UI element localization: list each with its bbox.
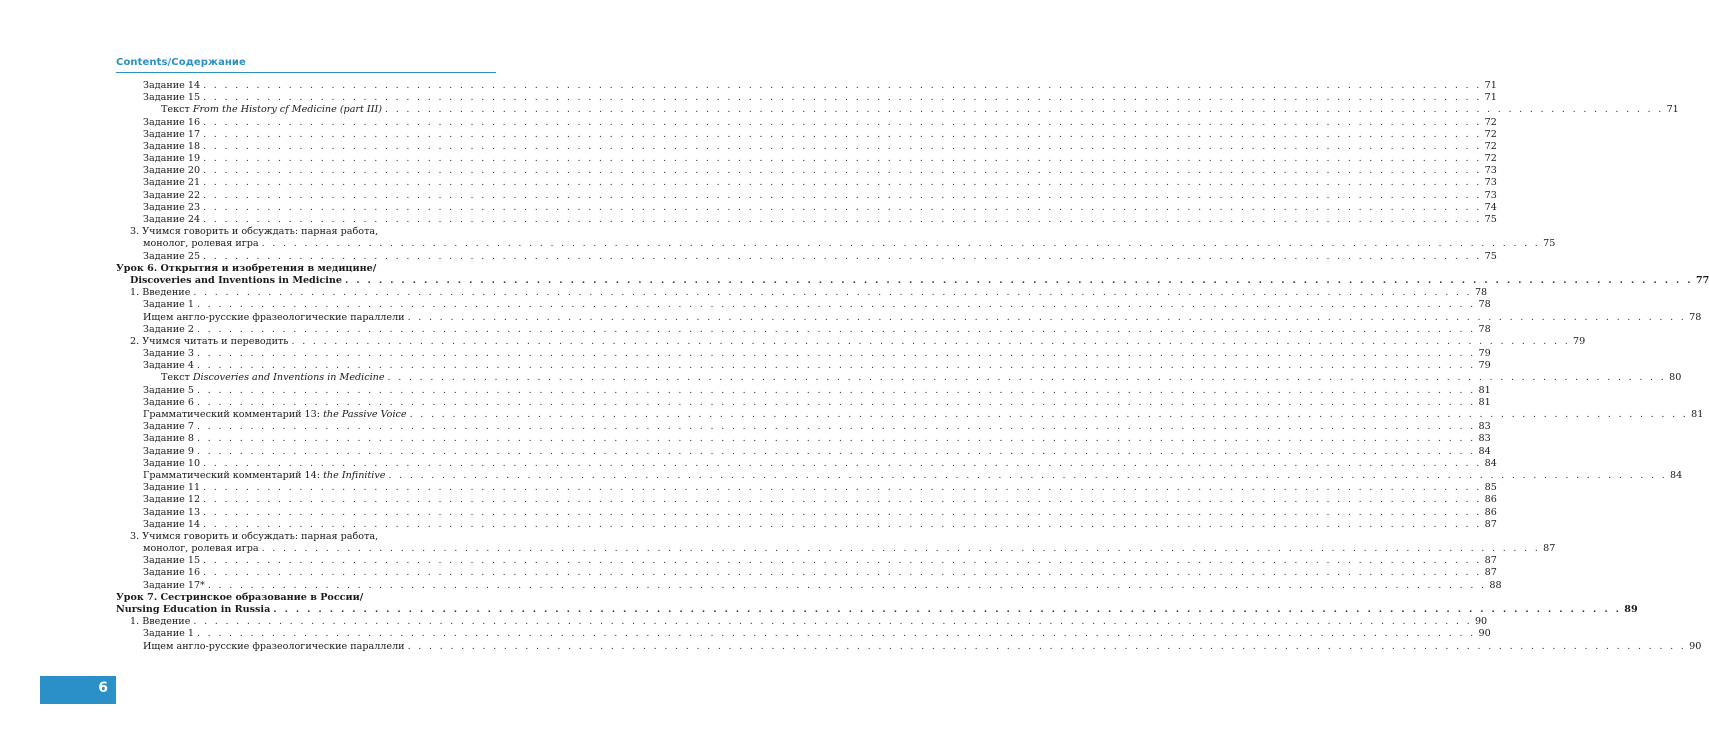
dot-leader: . . . . . . . . . . . . . . . . . . . . . . . . . . . . . . . . . . . . . . . . . . . . . . . . . . . . . . . . . . . . . . . . . . . . . . . . . . . . . . . . . . . . . . . . . . . . . . . . . . . . . . . . . . . . . . . . . . . . . . . .: [196, 396, 1476, 408]
toc-entry: [116, 409, 1704, 421]
dot-leader: . . . . . . . . . . . . . . . . . . . . . . . . . . . . . . . . . . . . . . . . . . . . . . . . . . . . . . . . . . . . . . . . . . . . . . . . . . . . . . . . . . . . . . . . . . . . . . . . . . . . . . . . . . . . . . . . . . . . . . . .: [344, 274, 1693, 286]
toc-entry-page: 84: [1478, 445, 1491, 457]
dot-leader: . . . . . . . . . . . . . . . . . . . . . . . . . . . . . . . . . . . . . . . . . . . . . . . . . . . . . . . . . . . . . . . . . . . . . . . . . . . . . . . . . . . . . . . . . . . . . . . . . . . . . . . . . . . . . . . . . . . . . . . .: [261, 238, 1541, 250]
page-number-box: [40, 676, 116, 704]
toc-entry-page: 81: [1691, 409, 1704, 421]
toc-entry-title: 1. Введение: [130, 616, 191, 628]
dot-leader: . . . . . . . . . . . . . . . . . . . . . . . . . . . . . . . . . . . . . . . . . . . . . . . . . . . . . . . . . . . . . . . . . . . . . . . . . . . . . . . . . . . . . . . . . . . . . . . . . . . . . . . . . . . . . . . . . . . . . . . .: [203, 214, 1482, 226]
toc-entry-page: 73: [1484, 177, 1497, 189]
toc-entry-title: монолог, ролевая игра: [143, 238, 259, 250]
toc-entry-title: [143, 470, 385, 482]
toc-entry-title: Задание 18: [143, 140, 201, 152]
toc-entry: [116, 299, 1491, 311]
toc-entry-page: 87: [1543, 543, 1556, 555]
toc-entry: [116, 92, 1497, 104]
toc-entry-italic-title: the Passive Voice: [323, 409, 407, 421]
toc-entry-title: Ищем англо-русские фразеологические параллели: [143, 640, 405, 652]
toc-entry: [116, 177, 1497, 190]
toc-entry: [116, 189, 1497, 202]
toc-entry-prefix: Текст: [161, 372, 193, 384]
toc-entry: [116, 153, 1497, 165]
dot-leader: . . . . . . . . . . . . . . . . . . . . . . . . . . . . . . . . . . . . . . . . . . . . . . . . . . . . . . . . . . . . . . . . . . . . . . . . . . . . . . . . . . . . . . . . . . . . . . . . . . . . . . . . . . . . . . . . . . . . . . . .: [193, 287, 1472, 299]
toc-entry-page: 78: [1689, 311, 1702, 323]
toc-entry: [116, 104, 1679, 116]
toc-entry: [116, 311, 1702, 324]
dot-leader: . . . . . . . . . . . . . . . . . . . . . . . . . . . . . . . . . . . . . . . . . . . . . . . . . . . . . . . . . . . . . . . . . . . . . . . . . . . . . . . . . . . . . . . . . . . . . . . . . . . . . . . . . . . . . . . . . . . . . . . .: [203, 140, 1482, 152]
toc-entry-title: Задание 14: [143, 518, 201, 530]
toc-entry-page: 72: [1484, 140, 1497, 152]
dot-leader: . . . . . . . . . . . . . . . . . . . . . . . . . . . . . . . . . . . . . . . . . . . . . . . . . . . . . . . . . . . . . . . . . . . . . . . . . . . . . . . . . . . . . . . . . . . . . . . . . . . . . . . . . . . . . . . . . . . . . . . .: [203, 250, 1482, 262]
dot-leader: . . . . . . . . . . . . . . . . . . . . . . . . . . . . . . . . . . . . . . . . . . . . . . . . . . . . . . . . . . . . . . . . . . . . . . . . . . . . . . . . . . . . . . . . . . . . . . . . . . . . . . . . . . . . . . . . . . . . . . . .: [203, 116, 1482, 128]
toc-entry-title: Nursing Education in Russia: [116, 604, 271, 616]
toc-entry-page: 87: [1484, 518, 1497, 530]
toc-entry-page: 75: [1484, 250, 1497, 262]
toc-entry-page: 78: [1478, 323, 1491, 335]
toc-entry-page: 72: [1484, 153, 1497, 165]
dot-leader: . . . . . . . . . . . . . . . . . . . . . . . . . . . . . . . . . . . . . . . . . . . . . . . . . . . . . . . . . . . . . . . . . . . . . . . . . . . . . . . . . . . . . . . . . . . . . . . . . . . . . . . . . . . . . . . . . . . . . . . .: [203, 506, 1482, 518]
toc-entry-title: Задание 4: [143, 360, 194, 372]
toc-entry-page: 90: [1474, 616, 1488, 628]
toc-entry-page: 85: [1484, 482, 1497, 494]
running-header: Contents/Содержание: [116, 57, 246, 68]
dot-leader: . . . . . . . . . . . . . . . . . . . . . . . . . . . . . . . . . . . . . . . . . . . . . . . . . . . . . . . . . . . . . . . . . . . . . . . . . . . . . . . . . . . . . . . . . . . . . . . . . . . . . . . . . . . . . . . . . . . . . . . .: [203, 457, 1482, 469]
toc-entry: [116, 555, 1497, 567]
toc-entry: [116, 592, 496, 604]
toc-entry-prefix: Текст: [161, 104, 193, 116]
toc-entry-title: [143, 409, 407, 421]
toc-entry-page: 88: [1489, 579, 1502, 591]
toc-entry-title: Задание 21: [143, 177, 201, 189]
toc-entry-title: Урок 6. Открытия и изобретения в медицине/: [116, 262, 377, 274]
toc-entry-page: 78: [1474, 287, 1488, 299]
dot-leader: . . . . . . . . . . . . . . . . . . . . . . . . . . . . . . . . . . . . . . . . . . . . . . . . . . . . . . . . . . . . . . . . . . . . . . . . . . . . . . . . . . . . . . . . . . . . . . . . . . . . . . . . . . . . . . . . . . . . . . . .: [203, 482, 1482, 494]
toc-entry-title: Задание 3: [143, 348, 194, 360]
dot-leader: . . . . . . . . . . . . . . . . . . . . . . . . . . . . . . . . . . . . . . . . . . . . . . . . . . . . . . . . . . . . . . . . . . . . . . . . . . . . . . . . . . . . . . . . . . . . . . . . . . . . . . . . . . . . . . . . . . . . . . . .: [203, 79, 1482, 91]
toc-entry-title: Задание 16: [143, 116, 201, 128]
toc-entry: [116, 518, 1497, 531]
dot-leader: . . . . . . . . . . . . . . . . . . . . . . . . . . . . . . . . . . . . . . . . . . . . . . . . . . . . . . . . . . . . . . . . . . . . . . . . . . . . . . . . . . . . . . . . . . . . . . . . . . . . . . . . . . . . . . . . . . . . . . . .: [196, 299, 1476, 311]
toc-entry: [116, 482, 1497, 494]
toc-entry-page: 71: [1484, 92, 1497, 104]
toc-entry: [116, 250, 1497, 263]
toc-entry-prefix: Грамматический комментарий 13:: [143, 409, 324, 421]
toc-entry: [116, 640, 1702, 653]
toc-entry: [116, 263, 496, 275]
dot-leader: . . . . . . . . . . . . . . . . . . . . . . . . . . . . . . . . . . . . . . . . . . . . . . . . . . . . . . . . . . . . . . . . . . . . . . . . . . . . . . . . . . . . . . . . . . . . . . . . . . . . . . . . . . . . . . . . . . . . . . . .: [407, 640, 1687, 652]
toc-entry-title: Задание 5: [143, 384, 194, 396]
toc-entry-page: 77: [1695, 274, 1709, 286]
toc-entry: [116, 274, 1709, 287]
dot-leader: . . . . . . . . . . . . . . . . . . . . . . . . . . . . . . . . . . . . . . . . . . . . . . . . . . . . . . . . . . . . . . . . . . . . . . . . . . . . . . . . . . . . . . . . . . . . . . . . . . . . . . . . . . . . . . . . . . . . . . . .: [203, 153, 1482, 165]
toc-entry-title: Задание 1: [143, 299, 194, 311]
toc-entry-title: 2. Учимся читать и переводить: [130, 335, 289, 347]
toc-entry: [116, 116, 1497, 129]
toc-entry-page: 90: [1689, 640, 1702, 652]
toc-entry: [116, 335, 1586, 348]
toc-entry: [116, 616, 1488, 628]
toc-entry-page: 87: [1484, 567, 1497, 579]
toc-entry: [116, 628, 1491, 640]
toc-entry-title: Задание 23: [143, 201, 201, 213]
toc-entry-title: Задание 2: [143, 323, 194, 335]
toc-entry-page: 86: [1484, 506, 1497, 518]
toc-entry-page: 86: [1484, 494, 1497, 506]
toc-entry: [116, 384, 1491, 397]
toc-entry: [116, 396, 1491, 409]
toc-entry-page: 90: [1478, 628, 1491, 640]
dot-leader: . . . . . . . . . . . . . . . . . . . . . . . . . . . . . . . . . . . . . . . . . . . . . . . . . . . . . . . . . . . . . . . . . . . . . . . . . . . . . . . . . . . . . . . . . . . . . . . . . . . . . . . . . . . . . . . . . . . . . . . .: [273, 604, 1622, 616]
toc-entry: [116, 604, 1638, 616]
table-of-contents: [116, 79, 1709, 653]
toc-entry-page: 87: [1484, 555, 1497, 567]
page-number: 6: [98, 680, 108, 696]
dot-leader: . . . . . . . . . . . . . . . . . . . . . . . . . . . . . . . . . . . . . . . . . . . . . . . . . . . . . . . . . . . . . . . . . . . . . . . . . . . . . . . . . . . . . . . . . . . . . . . . . . . . . . . . . . . . . . . . . . . . . . . .: [261, 543, 1541, 555]
toc-entry-title: Задание 1: [143, 628, 194, 640]
toc-entry: [116, 543, 1556, 555]
dot-leader: . . . . . . . . . . . . . . . . . . . . . . . . . . . . . . . . . . . . . . . . . . . . . . . . . . . . . . . . . . . . . . . . . . . . . . . . . . . . . . . . . . . . . . . . . . . . . . . . . . . . . . . . . . . . . . . . . . . . . . . .: [385, 104, 1664, 116]
toc-entry: [116, 323, 1491, 336]
dot-leader: . . . . . . . . . . . . . . . . . . . . . . . . . . . . . . . . . . . . . . . . . . . . . . . . . . . . . . . . . . . . . . . . . . . . . . . . . . . . . . . . . . . . . . . . . . . . . . . . . . . . . . . . . . . . . . . . . . . . . . . .: [193, 616, 1472, 628]
toc-entry-page: 84: [1670, 469, 1683, 481]
toc-entry-title: Задание 6: [143, 396, 194, 408]
toc-entry: [116, 579, 1502, 592]
toc-entry-page: 81: [1478, 396, 1491, 408]
toc-entry-title: Задание 8: [143, 433, 194, 445]
dot-leader: . . . . . . . . . . . . . . . . . . . . . . . . . . . . . . . . . . . . . . . . . . . . . . . . . . . . . . . . . . . . . . . . . . . . . . . . . . . . . . . . . . . . . . . . . . . . . . . . . . . . . . . . . . . . . . . . . . . . . . . .: [203, 189, 1482, 201]
toc-entry-title: 1. Введение: [130, 287, 191, 299]
toc-entry-title: 3. Учимся говорить и обсуждать: парная работа,: [130, 530, 379, 542]
toc-entry-page: 73: [1484, 165, 1497, 177]
toc-entry-title: Задание 13: [143, 506, 201, 518]
toc-entry-page: 89: [1624, 604, 1638, 616]
toc-entry-page: 84: [1484, 457, 1497, 469]
toc-entry-title: 3. Учимся говорить и обсуждать: парная работа,: [130, 226, 379, 238]
dot-leader: . . . . . . . . . . . . . . . . . . . . . . . . . . . . . . . . . . . . . . . . . . . . . . . . . . . . . . . . . . . . . . . . . . . . . . . . . . . . . . . . . . . . . . . . . . . . . . . . . . . . . . . . . . . . . . . . . . . . . . . .: [196, 323, 1476, 335]
toc-entry-page: 75: [1543, 238, 1556, 250]
toc-entry-italic-title: the Infinitive: [323, 469, 386, 481]
dot-leader: . . . . . . . . . . . . . . . . . . . . . . . . . . . . . . . . . . . . . . . . . . . . . . . . . . . . . . . . . . . . . . . . . . . . . . . . . . . . . . . . . . . . . . . . . . . . . . . . . . . . . . . . . . . . . . . . . . . . . . . .: [196, 628, 1476, 640]
toc-entry: [116, 128, 1497, 141]
dot-leader: . . . . . . . . . . . . . . . . . . . . . . . . . . . . . . . . . . . . . . . . . . . . . . . . . . . . . . . . . . . . . . . . . . . . . . . . . . . . . . . . . . . . . . . . . . . . . . . . . . . . . . . . . . . . . . . . . . . . . . . .: [291, 335, 1571, 347]
toc-entry: [116, 433, 1491, 445]
header-rule: [116, 72, 496, 73]
toc-entry-page: 73: [1484, 189, 1497, 201]
toc-entry-title: Задание 16: [143, 567, 201, 579]
dot-leader: . . . . . . . . . . . . . . . . . . . . . . . . . . . . . . . . . . . . . . . . . . . . . . . . . . . . . . . . . . . . . . . . . . . . . . . . . . . . . . . . . . . . . . . . . . . . . . . . . . . . . . . . . . . . . . . . . . . . . . . .: [196, 360, 1476, 372]
toc-entry-page: 71: [1666, 104, 1679, 116]
toc-entry: [116, 372, 1682, 385]
toc-entry: [116, 506, 1497, 519]
toc-entry-title: Задание 17*: [143, 579, 205, 591]
toc-entry-title: Задание 17: [143, 128, 201, 140]
dot-leader: . . . . . . . . . . . . . . . . . . . . . . . . . . . . . . . . . . . . . . . . . . . . . . . . . . . . . . . . . . . . . . . . . . . . . . . . . . . . . . . . . . . . . . . . . . . . . . . . . . . . . . . . . . . . . . . . . . . . . . . .: [203, 128, 1482, 140]
toc-entry: [116, 445, 1491, 458]
dot-leader: . . . . . . . . . . . . . . . . . . . . . . . . . . . . . . . . . . . . . . . . . . . . . . . . . . . . . . . . . . . . . . . . . . . . . . . . . . . . . . . . . . . . . . . . . . . . . . . . . . . . . . . . . . . . . . . . . . . . . . . .: [407, 311, 1687, 323]
dot-leader: . . . . . . . . . . . . . . . . . . . . . . . . . . . . . . . . . . . . . . . . . . . . . . . . . . . . . . . . . . . . . . . . . . . . . . . . . . . . . . . . . . . . . . . . . . . . . . . . . . . . . . . . . . . . . . . . . . . . . . . .: [203, 494, 1482, 506]
dot-leader: . . . . . . . . . . . . . . . . . . . . . . . . . . . . . . . . . . . . . . . . . . . . . . . . . . . . . . . . . . . . . . . . . . . . . . . . . . . . . . . . . . . . . . . . . . . . . . . . . . . . . . . . . . . . . . . . . . . . . . . .: [203, 567, 1482, 579]
toc-entry-page: 79: [1478, 360, 1491, 372]
toc-entry: [116, 226, 496, 238]
toc-entry-title: Задание 14: [143, 79, 201, 91]
toc-entry-title: Задание 11: [143, 482, 201, 494]
toc-entry-title: монолог, ролевая игра: [143, 543, 259, 555]
toc-entry-page: 81: [1478, 384, 1491, 396]
dot-leader: . . . . . . . . . . . . . . . . . . . . . . . . . . . . . . . . . . . . . . . . . . . . . . . . . . . . . . . . . . . . . . . . . . . . . . . . . . . . . . . . . . . . . . . . . . . . . . . . . . . . . . . . . . . . . . . . . . . . . . . .: [203, 92, 1482, 104]
toc-entry: [116, 201, 1497, 214]
toc-entry: [116, 421, 1491, 433]
dot-leader: . . . . . . . . . . . . . . . . . . . . . . . . . . . . . . . . . . . . . . . . . . . . . . . . . . . . . . . . . . . . . . . . . . . . . . . . . . . . . . . . . . . . . . . . . . . . . . . . . . . . . . . . . . . . . . . . . . . . . . . .: [196, 348, 1476, 360]
toc-entry-title: Задание 20: [143, 165, 201, 177]
toc-entry-title: Задание 7: [143, 421, 194, 433]
toc-entry: [116, 531, 496, 543]
dot-leader: . . . . . . . . . . . . . . . . . . . . . . . . . . . . . . . . . . . . . . . . . . . . . . . . . . . . . . . . . . . . . . . . . . . . . . . . . . . . . . . . . . . . . . . . . . . . . . . . . . . . . . . . . . . . . . . . . . . . . . . .: [388, 469, 1668, 481]
toc-entry-title: Задание 15: [143, 92, 201, 104]
toc-entry: [116, 214, 1497, 226]
dot-leader: . . . . . . . . . . . . . . . . . . . . . . . . . . . . . . . . . . . . . . . . . . . . . . . . . . . . . . . . . . . . . . . . . . . . . . . . . . . . . . . . . . . . . . . . . . . . . . . . . . . . . . . . . . . . . . . . . . . . . . . .: [203, 201, 1482, 213]
toc-entry-italic-title: Discoveries and Inventions in Medicine: [192, 372, 385, 384]
dot-leader: . . . . . . . . . . . . . . . . . . . . . . . . . . . . . . . . . . . . . . . . . . . . . . . . . . . . . . . . . . . . . . . . . . . . . . . . . . . . . . . . . . . . . . . . . . . . . . . . . . . . . . . . . . . . . . . . . . . . . . . .: [203, 165, 1482, 177]
toc-entry: [116, 469, 1683, 482]
toc-entry-page: 79: [1478, 348, 1491, 360]
toc-entry-page: 71: [1484, 79, 1497, 91]
toc-entry-title: Задание 24: [143, 214, 201, 226]
toc-entry: [116, 287, 1488, 299]
dot-leader: . . . . . . . . . . . . . . . . . . . . . . . . . . . . . . . . . . . . . . . . . . . . . . . . . . . . . . . . . . . . . . . . . . . . . . . . . . . . . . . . . . . . . . . . . . . . . . . . . . . . . . . . . . . . . . . . . . . . . . . .: [196, 384, 1476, 396]
dot-leader: . . . . . . . . . . . . . . . . . . . . . . . . . . . . . . . . . . . . . . . . . . . . . . . . . . . . . . . . . . . . . . . . . . . . . . . . . . . . . . . . . . . . . . . . . . . . . . . . . . . . . . . . . . . . . . . . . . . . . . . .: [203, 177, 1482, 189]
toc-entry-title: Ищем англо-русские фразеологические параллели: [143, 311, 405, 323]
toc-entry-title: [161, 104, 382, 116]
dot-leader: . . . . . . . . . . . . . . . . . . . . . . . . . . . . . . . . . . . . . . . . . . . . . . . . . . . . . . . . . . . . . . . . . . . . . . . . . . . . . . . . . . . . . . . . . . . . . . . . . . . . . . . . . . . . . . . . . . . . . . . .: [207, 579, 1487, 591]
toc-entry-title: Discoveries and Inventions in Medicine: [130, 274, 342, 286]
toc-entry: [116, 79, 1497, 92]
toc-entry: [116, 360, 1491, 372]
toc-entry: [116, 165, 1497, 177]
toc-entry-page: 79: [1573, 335, 1586, 347]
toc-entry-page: 74: [1484, 201, 1497, 213]
toc-entry-title: [161, 372, 385, 384]
toc-entry-title: Задание 25: [143, 250, 201, 262]
toc-entry-page: 80: [1669, 372, 1682, 384]
toc-entry-title: Задание 9: [143, 445, 194, 457]
toc-entry-title: Задание 15: [143, 555, 201, 567]
toc-entry: [116, 567, 1497, 580]
toc-entry-title: Задание 19: [143, 153, 201, 165]
toc-entry: [116, 457, 1497, 470]
toc-entry-italic-title: From the History cf Medicine (part III): [192, 104, 383, 116]
toc-entry-page: 83: [1478, 421, 1491, 433]
toc-entry-page: 75: [1484, 214, 1497, 226]
toc-entry: [116, 140, 1497, 153]
dot-leader: . . . . . . . . . . . . . . . . . . . . . . . . . . . . . . . . . . . . . . . . . . . . . . . . . . . . . . . . . . . . . . . . . . . . . . . . . . . . . . . . . . . . . . . . . . . . . . . . . . . . . . . . . . . . . . . . . . . . . . . .: [196, 421, 1476, 433]
dot-leader: . . . . . . . . . . . . . . . . . . . . . . . . . . . . . . . . . . . . . . . . . . . . . . . . . . . . . . . . . . . . . . . . . . . . . . . . . . . . . . . . . . . . . . . . . . . . . . . . . . . . . . . . . . . . . . . . . . . . . . . .: [203, 555, 1482, 567]
toc-entry: [116, 238, 1556, 250]
toc-entry-title: Задание 10: [143, 457, 201, 469]
toc-entry-title: Задание 12: [143, 494, 201, 506]
toc-entry-prefix: Грамматический комментарий 14:: [143, 469, 324, 481]
dot-leader: . . . . . . . . . . . . . . . . . . . . . . . . . . . . . . . . . . . . . . . . . . . . . . . . . . . . . . . . . . . . . . . . . . . . . . . . . . . . . . . . . . . . . . . . . . . . . . . . . . . . . . . . . . . . . . . . . . . . . . . .: [196, 445, 1476, 457]
toc-entry-page: 78: [1478, 299, 1491, 311]
dot-leader: . . . . . . . . . . . . . . . . . . . . . . . . . . . . . . . . . . . . . . . . . . . . . . . . . . . . . . . . . . . . . . . . . . . . . . . . . . . . . . . . . . . . . . . . . . . . . . . . . . . . . . . . . . . . . . . . . . . . . . . .: [387, 372, 1667, 384]
dot-leader: . . . . . . . . . . . . . . . . . . . . . . . . . . . . . . . . . . . . . . . . . . . . . . . . . . . . . . . . . . . . . . . . . . . . . . . . . . . . . . . . . . . . . . . . . . . . . . . . . . . . . . . . . . . . . . . . . . . . . . . .: [203, 518, 1482, 530]
toc-entry-title: Урок 7. Сестринское образование в России/: [116, 591, 364, 603]
toc-entry-page: 72: [1484, 128, 1497, 140]
toc-entry: [116, 348, 1491, 360]
dot-leader: . . . . . . . . . . . . . . . . . . . . . . . . . . . . . . . . . . . . . . . . . . . . . . . . . . . . . . . . . . . . . . . . . . . . . . . . . . . . . . . . . . . . . . . . . . . . . . . . . . . . . . . . . . . . . . . . . . . . . . . .: [409, 409, 1689, 421]
toc-entry: [116, 494, 1497, 506]
toc-entry-page: 83: [1478, 433, 1491, 445]
toc-entry-title: Задание 22: [143, 189, 201, 201]
dot-leader: . . . . . . . . . . . . . . . . . . . . . . . . . . . . . . . . . . . . . . . . . . . . . . . . . . . . . . . . . . . . . . . . . . . . . . . . . . . . . . . . . . . . . . . . . . . . . . . . . . . . . . . . . . . . . . . . . . . . . . . .: [196, 433, 1476, 445]
toc-entry-page: 72: [1484, 116, 1497, 128]
